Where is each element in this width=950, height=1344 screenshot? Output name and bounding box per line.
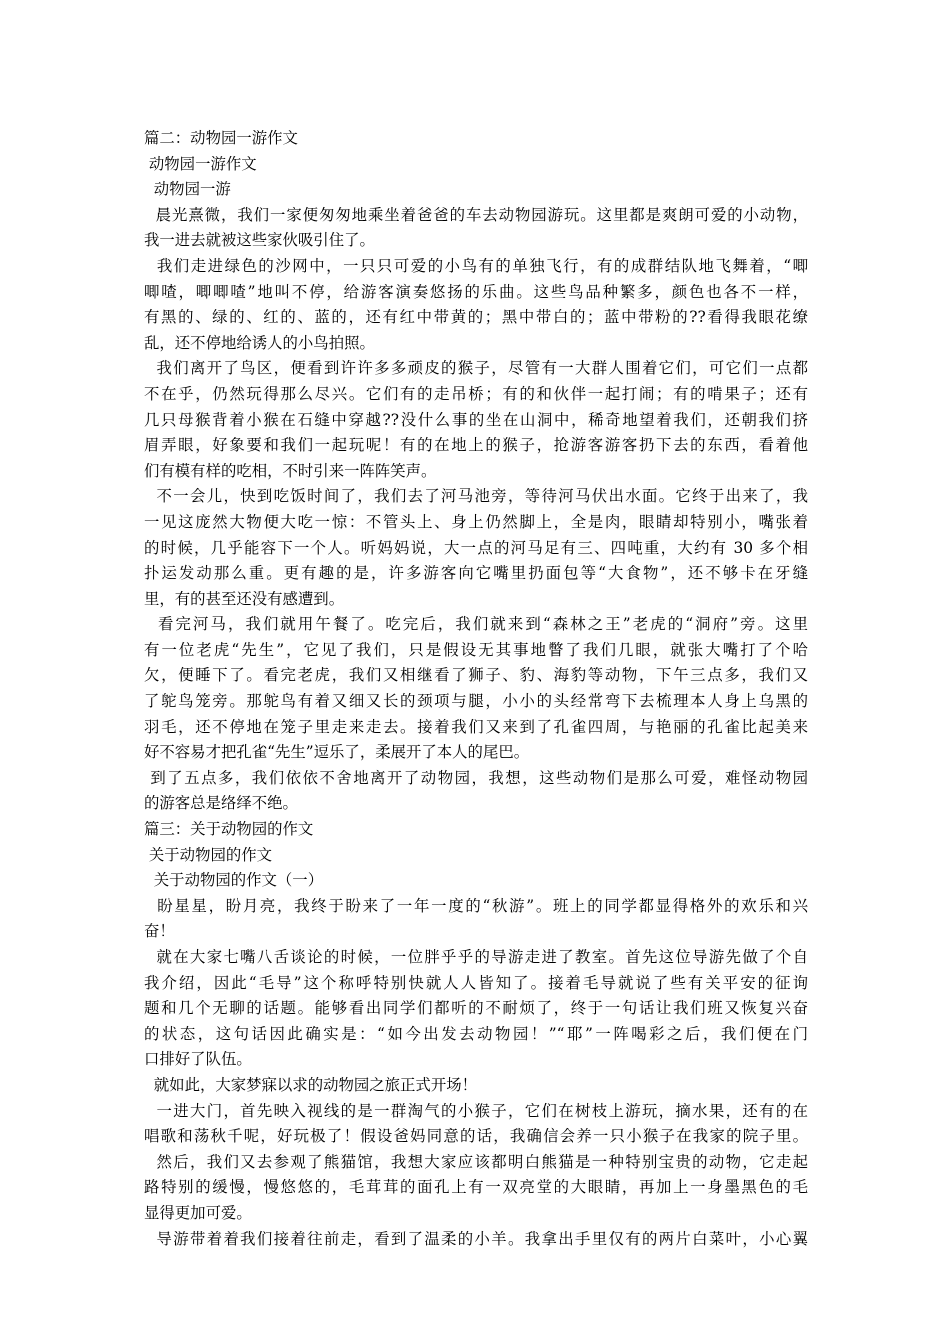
text-line: 羽毛，还不停地在笼子里走来走去。接着我们又来到了孔雀四周，与艳丽的孔雀比起美来 <box>144 717 808 736</box>
text-line: 一见这庞然大物便大吃一惊：不管头上、身上仍然脚上，全是肉，眼睛却特别小，嘴张着 <box>144 512 808 531</box>
text-line: 扑运发动那么重。更有趣的是，许多游客向它嘴里扔面包等“大食物”，还不够卡在牙缝 <box>144 564 808 583</box>
section-heading: 篇二：动物园一游作文 <box>144 129 298 147</box>
text-line: 我们走进绿色的沙网中，一只只可爱的小鸟有的单独飞行，有的成群结队地飞舞着，“唧 <box>144 256 808 275</box>
text-line: 们有模有样的吃相，不时引来一阵阵笑声。 <box>144 461 437 480</box>
section-heading: 篇三：关于动物园的作文 <box>144 820 314 839</box>
essay-subtitle: 关于动物园的作文（一） <box>144 871 324 890</box>
text-line: 眉弄眼，好象要和我们一起玩呢！有的在地上的猴子，抢游客游客扔下去的东西，看着他 <box>144 436 808 455</box>
text-line: 我一进去就被这些家伙吸引住了。 <box>144 231 375 250</box>
essay-title: 动物园一游作文 <box>144 154 257 173</box>
text-line: 唱歌和荡秋千呢，好玩极了！假设爸妈同意的话，我确信会养一只小猴子在我家的院子里。 <box>144 1127 808 1146</box>
text-line: 了鸵鸟笼旁。那鸵鸟有着又细又长的颈项与腿，小小的头经常弯下去梳理本人身上乌黑的 <box>144 692 808 711</box>
text-line: 奋！ <box>144 922 175 941</box>
text-line: 我介绍，因此“毛导”这个称呼特别快就人人皆知了。接着毛导就说了些有关平安的征询 <box>144 973 808 992</box>
text-line: 里，有的甚至还没有感遭到。 <box>144 589 345 608</box>
text-line: 口排好了队伍。 <box>144 1050 252 1069</box>
document-page <box>144 126 808 1252</box>
text-line: 的状态，这句话因此确实是：“如今出发去动物园！”“耶”一阵喝彩之后，我们便在门 <box>144 1024 808 1043</box>
text-line: 有黑的、绿的、红的、蓝的，还有红中带黄的；黑中带白的；蓝中带粉的??看得我眼花缭 <box>144 308 808 327</box>
text-line: 就在大家七嘴八舌谈论的时候，一位胖乎乎的导游走进了教室。首先这位导游先做了个自 <box>144 948 808 966</box>
text-line: 路特别的缓慢，慢悠悠的，毛茸茸的面孔上有一双亮堂的大眼睛，再加上一身墨黑色的毛 <box>144 1178 808 1197</box>
text-line: 的游客总是络绎不绝。 <box>144 794 298 813</box>
text-line: 欠，便睡下了。看完老虎，我们又相继看了狮子、豹、海豹等动物，下午三点多，我们又 <box>144 666 808 685</box>
text-line: 显得更加可爱。 <box>144 1203 252 1222</box>
text-line: 看完河马，我们就用午餐了。吃完后，我们就来到“森林之王”老虎的“洞府”旁。这里 <box>144 615 808 634</box>
text-line: 晨光熹微，我们一家便匆匆地乘坐着爸爸的车去动物园游玩。这里都是爽朗可爱的小动物， <box>144 205 808 224</box>
text-line: 乱，还不停地给诱人的小鸟拍照。 <box>144 333 375 352</box>
text-line: 就如此，大家梦寐以求的动物园之旅正式开场！ <box>144 1075 477 1094</box>
text-line: 导游带着着我们接着往前走，看到了温柔的小羊。我拿出手里仅有的两片白菜叶，小心翼 <box>144 1229 808 1248</box>
text-line: 到了五点多，我们依依不舍地离开了动物园，我想，这些动物们是那么可爱，难怪动物园 <box>144 768 808 787</box>
text-line: 不一会儿，快到吃饭时间了，我们去了河马池旁，等待河马伏出水面。它终于出来了，我 <box>144 487 808 506</box>
text-line: 不在乎，仍然玩得那么尽兴。它们有的走吊桥；有的和伙伴一起打闹；有的啃果子；还有 <box>144 384 808 403</box>
text-line: 几只母猴背着小猴在石缝中穿越??没什么事的坐在山洞中，稀奇地望着我们，还朝我们挤 <box>144 410 808 429</box>
text-line: 盼星星，盼月亮，我终于盼来了一年一度的“秋游”。班上的同学都显得格外的欢乐和兴 <box>144 896 808 915</box>
text-line: 唧喳，唧唧喳”地叫不停，给游客演奏悠扬的乐曲。这些鸟品种繁多，颜色也各不一样， <box>144 282 808 301</box>
text-line: 的时候，几乎能容下一个人。听妈妈说，大一点的河马足有三、四吨重，大约有 30 多个相 <box>144 538 808 557</box>
text-line: 我们离开了鸟区，便看到许许多多顽皮的猴子，尽管有一大群人围着它们，可它们一点都 <box>144 359 808 378</box>
text-line: 好不容易才把孔雀“先生”逗乐了，柔展开了本人的尾巴。 <box>144 743 530 762</box>
text-line: 一进大门，首先映入视线的是一群淘气的小猴子，它们在树枝上游玩，摘水果，还有的在 <box>144 1101 808 1120</box>
essay-subtitle: 动物园一游 <box>144 180 231 199</box>
essay-title: 关于动物园的作文 <box>144 845 273 864</box>
text-line: 有一位老虎“先生”，它见了我们，只是假设无其事地瞥了我们几眼，就张大嘴打了个哈 <box>144 640 808 659</box>
text-line: 然后，我们又去参观了熊猫馆，我想大家应该都明白熊猫是一种特别宝贵的动物，它走起 <box>144 1152 808 1171</box>
text-line: 题和几个无聊的话题。能够看出同学们都听的不耐烦了，终于一句话让我们班又恢复兴奋 <box>144 999 808 1018</box>
